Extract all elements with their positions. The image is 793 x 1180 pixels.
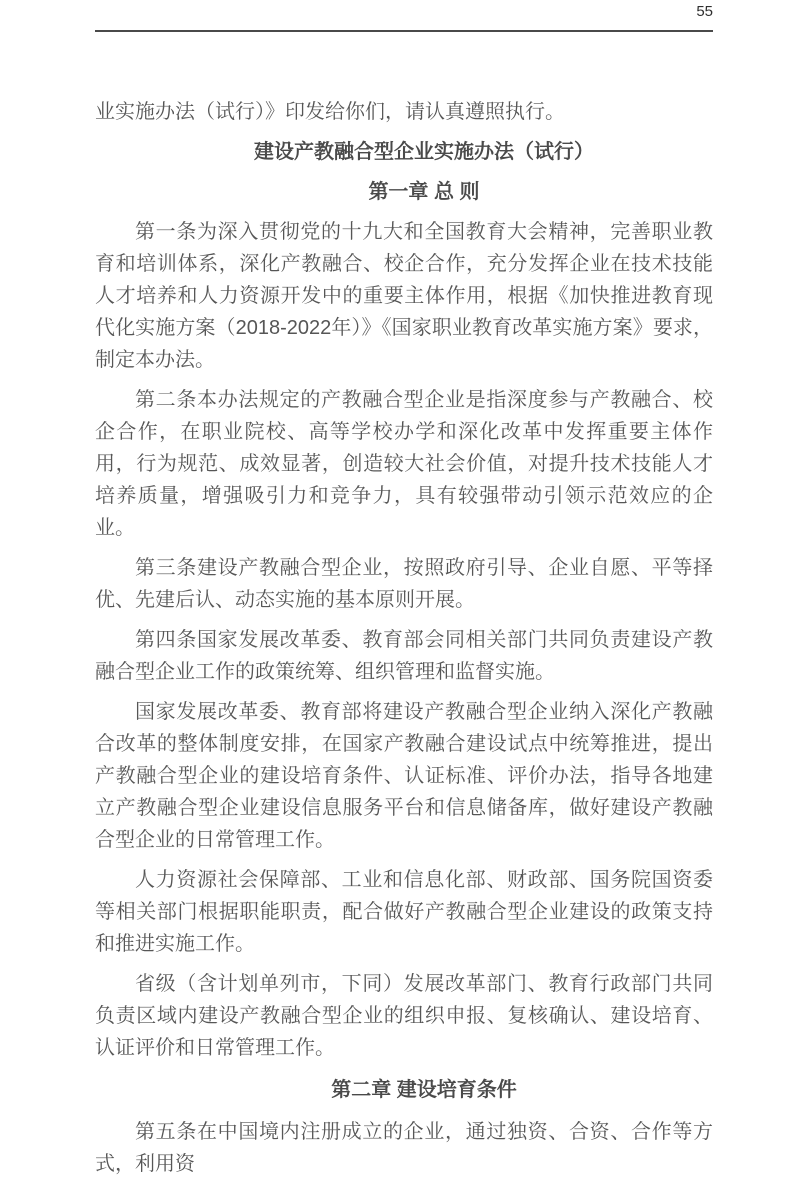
paragraph-article-4-cont-2: 人力资源社会保障部、工业和信息化部、财政部、国务院国资委等相关部门根据职能职责，配合做好产教融合型企业建设的政策支持和推进实施工作。	[95, 869, 713, 955]
page-header	[0, 0, 793, 32]
paragraph-article-1: 第一条为深入贯彻党的十九大和全国教育大会精神，完善职业教育和培训体系，深化产教融合、校企合作，充分发挥企业在技术技能人才培养和人力资源开发中的重要主体作用，根据《加快推进教育现代化实施方案（2018-2022年）》《国家职业教育改革实施方案》要求，制定本办法。	[95, 221, 713, 371]
paragraph-article-2: 第二条本办法规定的产教融合型企业是指深度参与产教融合、校企合作，在职业院校、高等学校办学和深化改革中发挥重要主体作用，行为规范、成效显著，创造较大社会价值，对提升技术技能人才培养质量，增强吸引力和竞争力，具有较强带动引领示范效应的企业。	[95, 389, 713, 539]
paragraph-article-4-cont-1: 国家发展改革委、教育部将建设产教融合型企业纳入深化产教融合改革的整体制度安排，在国家产教融合建设试点中统筹推进，提出产教融合型企业的建设培育条件、认证标准、评价办法，指导各地建立产教融合型企业建设信息服务平台和信息储备库，做好建设产教融合型企业的日常管理工作。	[95, 701, 713, 851]
chapter-1-heading: 第一章 总 则	[368, 181, 480, 203]
document-title: 建设产教融合型企业实施办法（试行）	[254, 141, 594, 163]
paragraph-article-3: 第三条建设产教融合型企业，按照政府引导、企业自愿、平等择优、先建后认、动态实施的基本原则开展。	[95, 557, 713, 611]
paragraph-article-4-cont-3: 省级（含计划单列市，下同）发展改革部门、教育行政部门共同负责区域内建设产教融合型企业的组织申报、复核确认、建设培育、认证评价和日常管理工作。	[95, 973, 713, 1059]
page-number: 55	[696, 3, 713, 20]
continuation-paragraph: 业实施办法（试行）》印发给你们，请认真遵照执行。	[95, 101, 565, 123]
header-rule	[95, 30, 713, 32]
chapter-2-heading: 第二章 建设培育条件	[331, 1079, 517, 1101]
paragraph-article-5: 第五条在中国境内注册成立的企业，通过独资、合资、合作等方式，利用资	[95, 1121, 713, 1175]
paragraph-article-4: 第四条国家发展改革委、教育部会同相关部门共同负责建设产教融合型企业工作的政策统筹、组织管理和监督实施。	[95, 629, 713, 683]
document-body	[0, 96, 793, 1180]
